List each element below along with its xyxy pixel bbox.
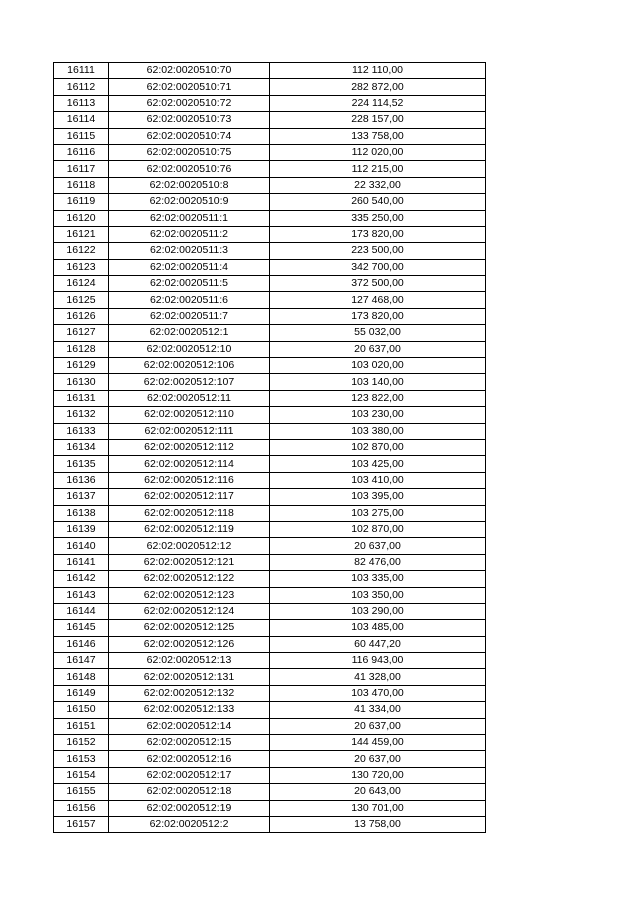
row-number-cell: 16149: [54, 685, 109, 701]
table-row: [54, 554, 486, 570]
value-cell: 173 820,00: [270, 308, 486, 324]
table-row: [54, 128, 486, 144]
row-number-cell: 16114: [54, 112, 109, 128]
row-number-cell: 16131: [54, 390, 109, 406]
value-cell: 103 470,00: [270, 685, 486, 701]
cadastral-number-cell: 62:02:0020511:4: [109, 259, 270, 275]
cadastral-number-cell: 62:02:0020512:18: [109, 784, 270, 800]
table-row: [54, 423, 486, 439]
row-number-cell: 16144: [54, 603, 109, 619]
cadastral-number-cell: 62:02:0020512:14: [109, 718, 270, 734]
value-cell: 112 020,00: [270, 144, 486, 160]
table-row: [54, 226, 486, 242]
row-number-cell: 16143: [54, 587, 109, 603]
cadastral-number-cell: 62:02:0020512:125: [109, 620, 270, 636]
value-cell: 260 540,00: [270, 194, 486, 210]
table-row: [54, 341, 486, 357]
table-row: [54, 407, 486, 423]
table-row: [54, 816, 486, 832]
row-number-cell: 16148: [54, 669, 109, 685]
row-number-cell: 16136: [54, 472, 109, 488]
value-cell: 144 459,00: [270, 735, 486, 751]
cadastral-number-cell: 62:02:0020512:118: [109, 505, 270, 521]
row-number-cell: 16153: [54, 751, 109, 767]
cadastral-number-cell: 62:02:0020510:73: [109, 112, 270, 128]
cadastral-number-cell: 62:02:0020512:13: [109, 653, 270, 669]
row-number-cell: 16122: [54, 243, 109, 259]
cadastral-number-cell: 62:02:0020512:110: [109, 407, 270, 423]
row-number-cell: 16132: [54, 407, 109, 423]
value-cell: 127 468,00: [270, 292, 486, 308]
value-cell: 55 032,00: [270, 325, 486, 341]
cadastral-number-cell: 62:02:0020512:1: [109, 325, 270, 341]
cadastral-number-cell: 62:02:0020512:112: [109, 439, 270, 455]
row-number-cell: 16141: [54, 554, 109, 570]
value-cell: 103 485,00: [270, 620, 486, 636]
table-row: [54, 685, 486, 701]
table-row: [54, 374, 486, 390]
value-cell: 103 335,00: [270, 571, 486, 587]
value-cell: 41 334,00: [270, 702, 486, 718]
row-number-cell: 16123: [54, 259, 109, 275]
value-cell: 22 332,00: [270, 177, 486, 193]
row-number-cell: 16120: [54, 210, 109, 226]
table-row: [54, 439, 486, 455]
value-cell: 223 500,00: [270, 243, 486, 259]
table-row: [54, 571, 486, 587]
value-cell: 133 758,00: [270, 128, 486, 144]
table-row: [54, 505, 486, 521]
row-number-cell: 16129: [54, 358, 109, 374]
row-number-cell: 16147: [54, 653, 109, 669]
cadastral-number-cell: 62:02:0020512:2: [109, 816, 270, 832]
table-body: [54, 63, 486, 833]
row-number-cell: 16121: [54, 226, 109, 242]
row-number-cell: 16151: [54, 718, 109, 734]
row-number-cell: 16134: [54, 439, 109, 455]
value-cell: 103 425,00: [270, 456, 486, 472]
row-number-cell: 16125: [54, 292, 109, 308]
row-number-cell: 16145: [54, 620, 109, 636]
table-row: [54, 489, 486, 505]
table-row: [54, 243, 486, 259]
table-row: [54, 653, 486, 669]
value-cell: 103 410,00: [270, 472, 486, 488]
table-row: [54, 751, 486, 767]
value-cell: 20 637,00: [270, 341, 486, 357]
value-cell: 103 395,00: [270, 489, 486, 505]
row-number-cell: 16126: [54, 308, 109, 324]
value-cell: 335 250,00: [270, 210, 486, 226]
value-cell: 103 290,00: [270, 603, 486, 619]
row-number-cell: 16137: [54, 489, 109, 505]
value-cell: 103 230,00: [270, 407, 486, 423]
table-row: [54, 735, 486, 751]
cadastral-number-cell: 62:02:0020510:9: [109, 194, 270, 210]
table-row: [54, 472, 486, 488]
value-cell: 228 157,00: [270, 112, 486, 128]
cadastral-number-cell: 62:02:0020512:124: [109, 603, 270, 619]
cadastral-number-cell: 62:02:0020512:116: [109, 472, 270, 488]
cadastral-number-cell: 62:02:0020512:114: [109, 456, 270, 472]
row-number-cell: 16128: [54, 341, 109, 357]
row-number-cell: 16111: [54, 63, 109, 79]
cadastral-number-cell: 62:02:0020511:7: [109, 308, 270, 324]
row-number-cell: 16124: [54, 276, 109, 292]
cadastral-number-cell: 62:02:0020512:107: [109, 374, 270, 390]
cadastral-number-cell: 62:02:0020512:15: [109, 735, 270, 751]
table-row: [54, 79, 486, 95]
table-row: [54, 325, 486, 341]
cadastral-number-cell: 62:02:0020512:12: [109, 538, 270, 554]
row-number-cell: 16135: [54, 456, 109, 472]
table-row: [54, 161, 486, 177]
cadastral-number-cell: 62:02:0020512:19: [109, 800, 270, 816]
value-cell: 20 637,00: [270, 751, 486, 767]
table-row: [54, 784, 486, 800]
table-row: [54, 63, 486, 79]
value-cell: 342 700,00: [270, 259, 486, 275]
value-cell: 130 720,00: [270, 767, 486, 783]
cadastral-number-cell: 62:02:0020512:132: [109, 685, 270, 701]
cadastral-number-cell: 62:02:0020512:16: [109, 751, 270, 767]
value-cell: 103 140,00: [270, 374, 486, 390]
cadastral-number-cell: 62:02:0020511:2: [109, 226, 270, 242]
table-row: [54, 210, 486, 226]
cadastral-number-cell: 62:02:0020512:133: [109, 702, 270, 718]
row-number-cell: 16138: [54, 505, 109, 521]
cadastral-number-cell: 62:02:0020510:72: [109, 95, 270, 111]
cadastral-number-cell: 62:02:0020511:1: [109, 210, 270, 226]
table-row: [54, 177, 486, 193]
table-row: [54, 358, 486, 374]
value-cell: 112 110,00: [270, 63, 486, 79]
cadastral-number-cell: 62:02:0020510:70: [109, 63, 270, 79]
table-row: [54, 587, 486, 603]
table-row: [54, 456, 486, 472]
row-number-cell: 16152: [54, 735, 109, 751]
cadastral-number-cell: 62:02:0020512:126: [109, 636, 270, 652]
table-row: [54, 718, 486, 734]
cadastral-number-cell: 62:02:0020512:121: [109, 554, 270, 570]
table-row: [54, 620, 486, 636]
cadastral-number-cell: 62:02:0020510:75: [109, 144, 270, 160]
cadastral-number-cell: 62:02:0020510:71: [109, 79, 270, 95]
cadastral-number-cell: 62:02:0020510:8: [109, 177, 270, 193]
value-cell: 103 020,00: [270, 358, 486, 374]
cadastral-number-cell: 62:02:0020510:76: [109, 161, 270, 177]
cadastral-number-cell: 62:02:0020512:119: [109, 521, 270, 537]
cadastral-number-cell: 62:02:0020512:17: [109, 767, 270, 783]
cadastral-number-cell: 62:02:0020511:5: [109, 276, 270, 292]
row-number-cell: 16154: [54, 767, 109, 783]
table-row: [54, 521, 486, 537]
cadastral-number-cell: 62:02:0020512:117: [109, 489, 270, 505]
cadastral-number-cell: 62:02:0020512:122: [109, 571, 270, 587]
row-number-cell: 16130: [54, 374, 109, 390]
row-number-cell: 16150: [54, 702, 109, 718]
cadastral-number-cell: 62:02:0020512:10: [109, 341, 270, 357]
value-cell: 116 943,00: [270, 653, 486, 669]
row-number-cell: 16133: [54, 423, 109, 439]
table-row: [54, 259, 486, 275]
value-cell: 13 758,00: [270, 816, 486, 832]
row-number-cell: 16139: [54, 521, 109, 537]
cadastral-number-cell: 62:02:0020512:11: [109, 390, 270, 406]
row-number-cell: 16127: [54, 325, 109, 341]
row-number-cell: 16119: [54, 194, 109, 210]
value-cell: 20 637,00: [270, 718, 486, 734]
cadastral-number-cell: 62:02:0020512:123: [109, 587, 270, 603]
value-cell: 103 350,00: [270, 587, 486, 603]
cadastral-number-cell: 62:02:0020512:131: [109, 669, 270, 685]
row-number-cell: 16116: [54, 144, 109, 160]
value-cell: 41 328,00: [270, 669, 486, 685]
value-cell: 130 701,00: [270, 800, 486, 816]
table-row: [54, 538, 486, 554]
value-cell: 103 275,00: [270, 505, 486, 521]
row-number-cell: 16146: [54, 636, 109, 652]
value-cell: 282 872,00: [270, 79, 486, 95]
table-row: [54, 308, 486, 324]
table-row: [54, 144, 486, 160]
row-number-cell: 16118: [54, 177, 109, 193]
value-cell: 372 500,00: [270, 276, 486, 292]
row-number-cell: 16115: [54, 128, 109, 144]
table-row: [54, 636, 486, 652]
cadastral-number-cell: 62:02:0020512:111: [109, 423, 270, 439]
table-row: [54, 390, 486, 406]
value-cell: 102 870,00: [270, 439, 486, 455]
value-cell: 82 476,00: [270, 554, 486, 570]
table-row: [54, 112, 486, 128]
row-number-cell: 16142: [54, 571, 109, 587]
row-number-cell: 16156: [54, 800, 109, 816]
row-number-cell: 16113: [54, 95, 109, 111]
cadastral-number-cell: 62:02:0020511:3: [109, 243, 270, 259]
row-number-cell: 16140: [54, 538, 109, 554]
value-cell: 60 447,20: [270, 636, 486, 652]
value-cell: 112 215,00: [270, 161, 486, 177]
value-cell: 103 380,00: [270, 423, 486, 439]
cadastral-number-cell: 62:02:0020510:74: [109, 128, 270, 144]
row-number-cell: 16157: [54, 816, 109, 832]
table-row: [54, 292, 486, 308]
value-cell: 224 114,52: [270, 95, 486, 111]
table-row: [54, 669, 486, 685]
row-number-cell: 16117: [54, 161, 109, 177]
value-cell: 173 820,00: [270, 226, 486, 242]
table-row: [54, 276, 486, 292]
value-cell: 20 637,00: [270, 538, 486, 554]
table-row: [54, 800, 486, 816]
table-row: [54, 603, 486, 619]
table-row: [54, 702, 486, 718]
cadastral-number-cell: 62:02:0020512:106: [109, 358, 270, 374]
table-row: [54, 194, 486, 210]
value-cell: 123 822,00: [270, 390, 486, 406]
table-row: [54, 95, 486, 111]
value-cell: 102 870,00: [270, 521, 486, 537]
data-table: [53, 62, 486, 833]
value-cell: 20 643,00: [270, 784, 486, 800]
row-number-cell: 16155: [54, 784, 109, 800]
table-row: [54, 767, 486, 783]
cadastral-number-cell: 62:02:0020511:6: [109, 292, 270, 308]
row-number-cell: 16112: [54, 79, 109, 95]
